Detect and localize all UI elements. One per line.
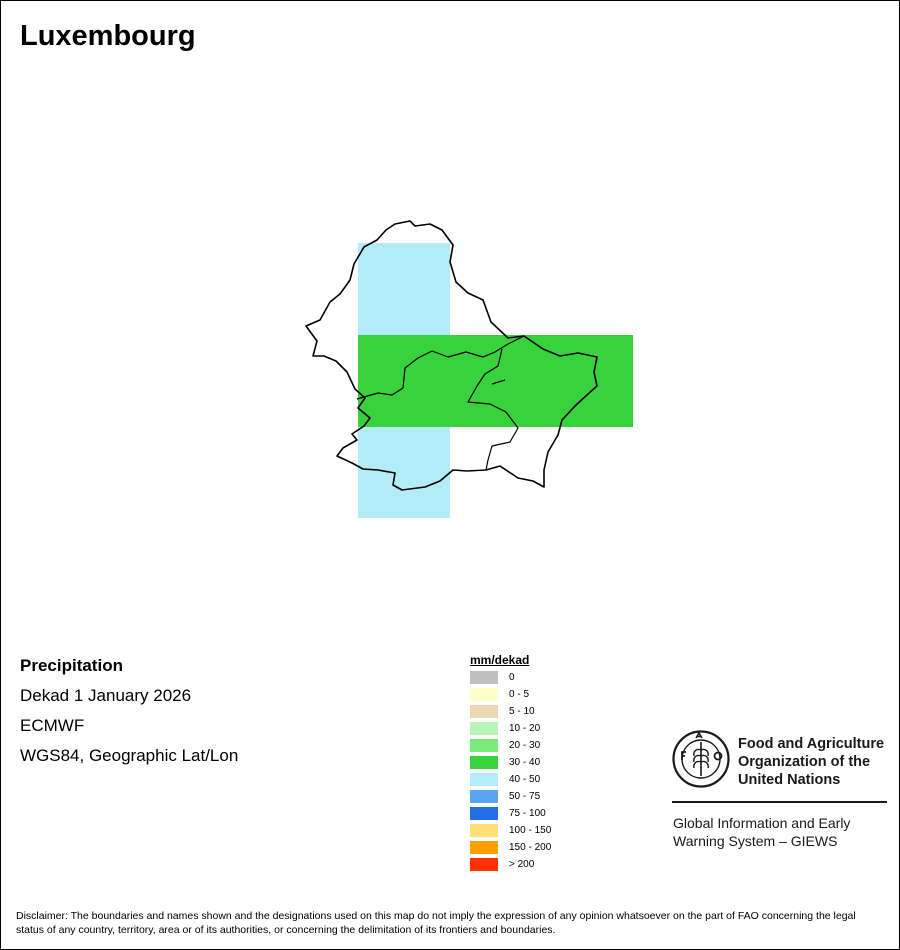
legend-item — [470, 669, 551, 686]
logo-divider — [672, 801, 887, 803]
projection-label: WGS84, Geographic Lat/Lon — [20, 746, 239, 765]
giews-line-1: Global Information and Early — [673, 815, 851, 831]
legend-swatch — [470, 790, 498, 803]
legend-title: mm/dekad — [470, 653, 530, 667]
legend-item — [470, 703, 551, 720]
legend-item — [470, 737, 551, 754]
legend-label: 10 - 20 — [509, 723, 541, 734]
period-label: Dekad 1 January 2026 — [20, 686, 192, 705]
legend-item — [470, 754, 551, 771]
legend-swatch — [470, 671, 498, 684]
legend-swatch — [470, 688, 498, 701]
legend-item — [470, 720, 551, 737]
legend-item — [470, 686, 551, 703]
legend-label: 0 - 5 — [509, 689, 530, 700]
map-info — [20, 656, 238, 776]
legend-item — [470, 822, 551, 839]
fao-name-line-1: Food and Agriculture — [738, 736, 885, 752]
legend-item — [470, 788, 551, 805]
legend-item — [470, 856, 551, 873]
legend-swatch — [470, 722, 498, 735]
grid-cell-central-band — [358, 335, 633, 427]
legend-swatch — [470, 773, 498, 786]
legend-swatch — [470, 705, 498, 718]
giews-line-2: Warning System – GIEWS — [673, 833, 838, 849]
legend-label: 100 - 150 — [509, 825, 552, 836]
legend-label: 0 — [509, 672, 515, 683]
legend-label: 75 - 100 — [509, 808, 546, 819]
legend-label: 30 - 40 — [509, 757, 541, 768]
legend-label: > 200 — [509, 859, 535, 870]
legend-swatch — [470, 858, 498, 871]
legend-swatch — [470, 739, 498, 752]
fao-logo-icon — [672, 730, 730, 788]
legend-swatch — [470, 841, 498, 854]
legend-item — [470, 839, 551, 856]
variable-label: Precipitation — [20, 656, 123, 675]
legend-label: 50 - 75 — [509, 791, 541, 802]
legend-label: 20 - 30 — [509, 740, 541, 751]
giews-name — [673, 814, 850, 850]
legend-rows — [470, 669, 551, 873]
fao-name-line-2: Organization of the — [738, 754, 871, 770]
legend-item — [470, 805, 551, 822]
map-title: Luxembourg — [20, 20, 196, 52]
legend — [470, 653, 551, 873]
precipitation-grid — [358, 243, 633, 518]
fao-name-line-3: United Nations — [738, 772, 841, 788]
disclaimer: Disclaimer: The boundaries and names shown and the designations used on this map do not imply the expression of any opinion whatsoever on the part of FAO concerning the legal status of any country, territory, area or of its authorities, or concerning the delimitation of its frontiers and boundaries. — [16, 910, 856, 936]
fao-organization-name — [738, 735, 884, 789]
legend-label: 150 - 200 — [509, 842, 552, 853]
legend-swatch — [470, 824, 498, 837]
legend-swatch — [470, 807, 498, 820]
legend-label: 40 - 50 — [509, 774, 541, 785]
grid-cell-north — [358, 243, 450, 335]
model-label: ECMWF — [20, 716, 85, 735]
legend-swatch — [470, 756, 498, 769]
legend-label: 5 - 10 — [509, 706, 535, 717]
legend-item — [470, 771, 551, 788]
grid-cell-south — [358, 427, 450, 518]
